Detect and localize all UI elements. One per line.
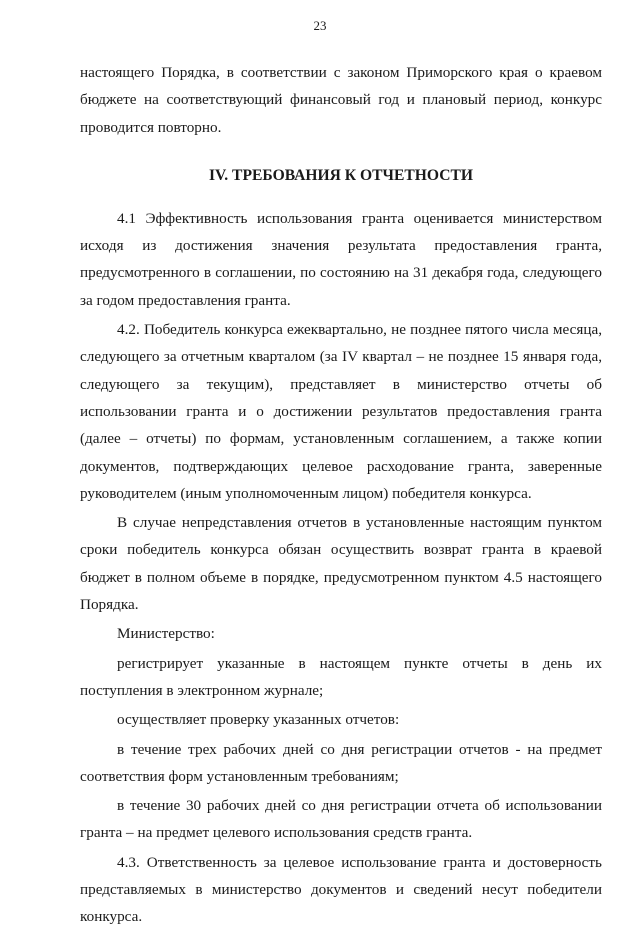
paragraph-4-1: 4.1 Эффективность использования гранта оценивается министерством исходя из достижения значения результата предоставления гранта, предусмотренного в соглашении, по состоянию на 31 декабря года, следующего за годом предоставления гранта. (80, 209, 602, 309)
paragraph-thirty-days: в течение 30 рабочих дней со дня регистрации отчета об использовании гранта – на предмет целевого использования средств гранта. (80, 797, 602, 842)
paragraph-4-3: 4.3. Ответственность за целевое использование гранта и достоверность представляемых в министерство документов и сведений несут победители конкурса. (80, 853, 602, 926)
document-body (80, 59, 602, 931)
paragraph-non-submission: В случае непредставления отчетов в установленные настоящим пунктом сроки победитель конкурса обязан осуществить возврат гранта в краевой бюджет в полном объеме в порядке, предусмотренном пунктом 4.5 настоящего Порядка. (80, 514, 602, 614)
paragraph-registers: регистрирует указанные в настоящем пункте отчеты в день их поступления в электронном журнале; (80, 654, 602, 699)
paragraph-continuation: настоящего Порядка, в соответствии с законом Приморского края о краевом бюджете на соответствующий финансовый год и плановый период, конкурс проводится повторно. (80, 64, 602, 136)
paragraph-checks: осуществляет проверку указанных отчетов: (117, 711, 400, 729)
paragraph-three-days: в течение трех рабочих дней со дня регистрации отчетов - на предмет соответствия форм установленным требованиям; (80, 740, 602, 785)
paragraph-ministry: Министерство: (117, 625, 215, 643)
section-title: IV. ТРЕБОВАНИЯ К ОТЧЕТНОСТИ (208, 166, 474, 184)
page-number: 23 (313, 18, 327, 33)
paragraph-4-2: 4.2. Победитель конкурса ежеквартально, не позднее пятого числа месяца, следующего за отчетным кварталом (за IV квартал – не позднее 15 января года, следующего за текущим), представляет в министерство отчеты об использовании гранта и о достижении результатов предоставления гранта (далее – отчеты) по формам, установленным соглашением, а также копии документов, подтверждающих целевое расходование гранта, заверенные руководителем (иным уполномоченным лицом) победителя конкурса. (80, 321, 602, 502)
